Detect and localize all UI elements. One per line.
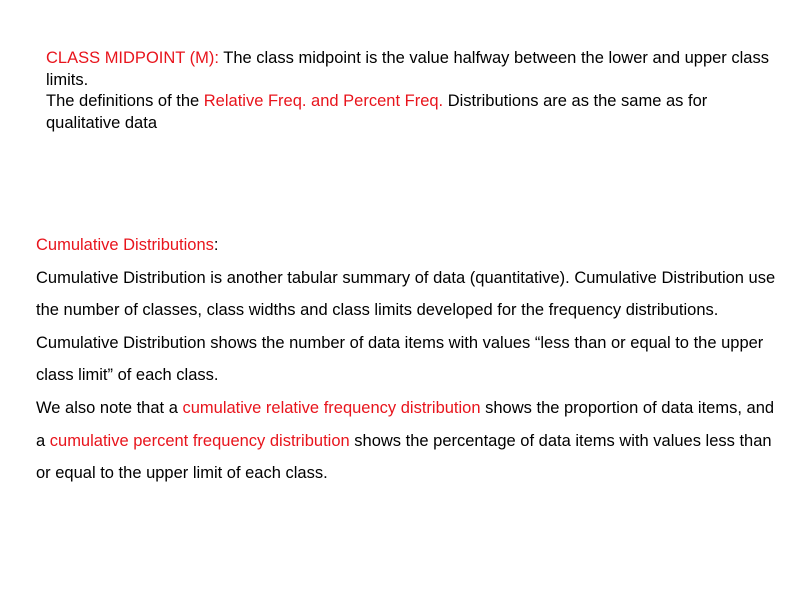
cumulative-relative-highlight: cumulative relative frequency distribution (182, 398, 481, 417)
midpoint-definition: The class midpoint is the value halfway between the lower and upper class limits. (46, 49, 769, 89)
cumulative-paragraph-2: Cumulative Distribution shows the number of data items with values “less than or equal to the upper class limit” of each class. (36, 333, 764, 385)
midpoint-paragraph (46, 48, 786, 91)
relative-freq-paragraph (46, 91, 786, 134)
para3-text-middle: shows the proportion of data items, and a (36, 398, 775, 450)
midpoint-definition-block (46, 48, 786, 134)
cumulative-heading-text: Cumulative Distributions (36, 236, 214, 254)
para3-text-after: shows the percentage of data items with values less than or equal to the upper limit of each class. (36, 431, 772, 483)
cumulative-percent-highlight: cumulative percent frequency distribution (49, 431, 350, 450)
cumulative-distributions-block (36, 229, 776, 490)
relative-text-before: The definitions of the (46, 92, 204, 110)
cumulative-heading-colon: : (213, 236, 219, 254)
cumulative-paragraph-3 (36, 392, 776, 490)
relative-highlight: Relative Freq. and Percent Freq. (203, 92, 444, 110)
relative-text-after: Distributions are as the same as for qualitative data (46, 92, 708, 132)
cumulative-heading (36, 229, 776, 262)
para3-text-before: We also note that a (36, 398, 183, 417)
cumulative-paragraph-1: Cumulative Distribution is another tabular summary of data (quantitative). Cumulative Distribution use the number of classes, class widths and class limits developed for the frequency distributions. (36, 268, 776, 320)
midpoint-term: CLASS MIDPOINT (M): (46, 49, 219, 67)
